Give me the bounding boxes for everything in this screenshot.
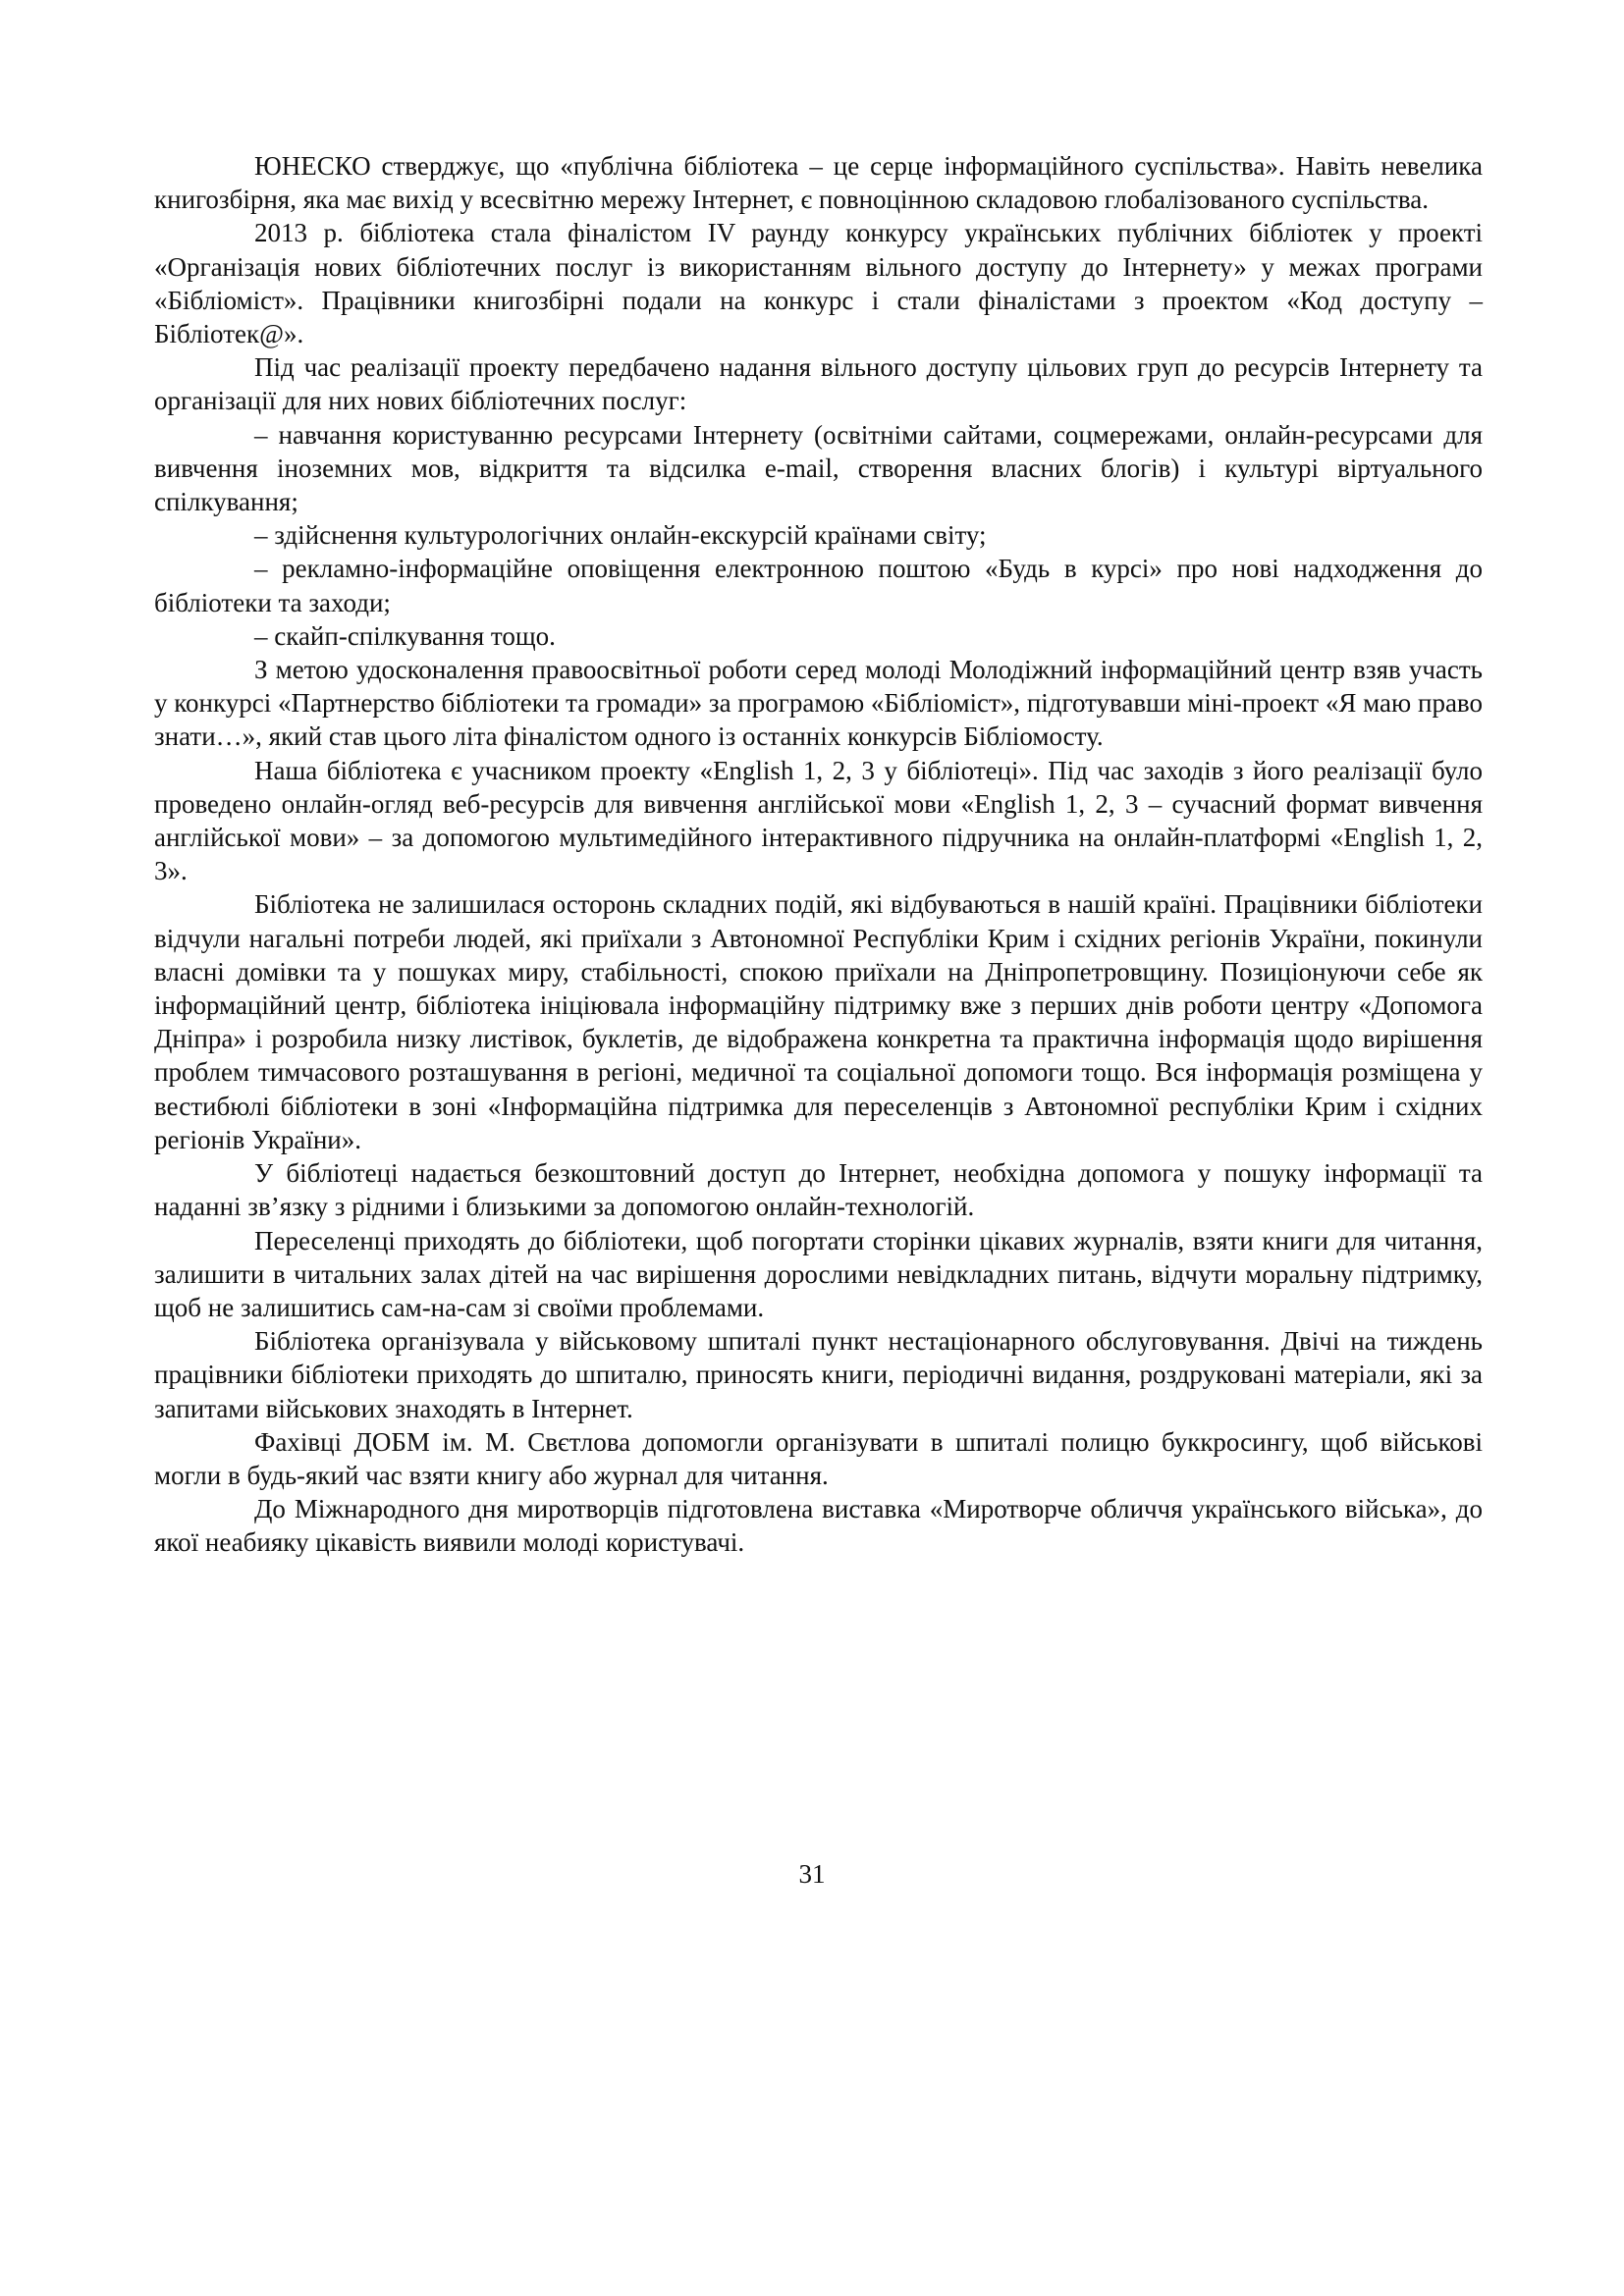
paragraph-peacekeepers-exhibition: До Міжнародного дня миротворців підготовлена виставка «Миротворче обличчя українського війська», до якої неабияку цікавість виявили молоді користувачі. — [154, 1494, 1483, 1558]
page-number: 31 — [798, 1859, 826, 1889]
page-body — [154, 149, 1483, 1560]
list-item-internet-training: – навчання користуванню ресурсами Інтернету (освітніми сайтами, соцмережами, онлайн-ресурсами для вивчення іноземних мов, відкриття та відсилка e-mail, створення власних блогів) і культурі віртуального спілкування; — [154, 419, 1483, 517]
paragraph-bookcrossing: Фахівці ДОБМ ім. М. Свєтлова допомогли організувати в шпиталі полицю буккросингу, щоб військові могли в будь-який час взяти книгу або журнал для читання. — [154, 1426, 1483, 1490]
paragraph-english-123: Наша бібліотека є учасником проекту «English 1, 2, 3 у бібліотеці». Під час заходів з його реалізації було проведено онлайн-огляд веб-ресурсів для вивчення англійської мови «English 1, 2, 3 – сучасний формат вивчення англійської мови» – за допомогою мультимедійного інтерактивного підручника на онлайн-платформі «English 1, 2, 3». — [154, 755, 1483, 886]
paragraph-free-internet: У бібліотеці надається безкоштовний доступ до Інтернет, необхідна допомога у пошуку інформації та наданні зв’язку з рідними і близькими за допомогою онлайн-технологій. — [154, 1158, 1483, 1222]
paragraph-visitors: Переселенці приходять до бібліотеки, щоб погортати сторінки цікавих журналів, взяти книги для читання, залишити в читальних залах дітей на час вирішення дорослими невідкладних питань, відчути моральну підтримку, щоб не залишитись сам-на-сам зі своїми проблемами. — [154, 1225, 1483, 1322]
paragraph-project-services: Під час реалізації проекту передбачено надання вільного доступу цільових груп до ресурсів Інтернету та організації для них нових бібліотечних послуг: — [154, 352, 1483, 416]
paragraph-youth-center: З метою удосконалення правоосвітньої роботи серед молоді Молодіжний інформаційний центр взяв участь у конкурсі «Партнерство бібліотеки та громади» за програмою «Бібліоміст», підготувавши міні-проект «Я маю право знати…», який став цього літа фіналістом одного із останніх конкурсів Бібліомосту. — [154, 655, 1483, 752]
list-item-email-notification: – рекламно-інформаційне оповіщення електронною поштою «Будь в курсі» про нові надходження до бібліотеки та заходи; — [154, 554, 1483, 617]
list-item-online-excursions: – здійснення культурологічних онлайн-екскурсій країнами світу; — [254, 520, 987, 551]
list-item-skype: – скайп-спілкування тощо. — [254, 620, 556, 651]
paragraph-displaced-support: Бібліотека не залишилася осторонь складних подій, які відбуваються в нашій країні. Працівники бібліотеки відчули нагальні потреби людей, які приїхали з Автономної Республіки Крим і східних регіонів України, покинули власні домівки та у пошуках миру, стабільності, спокою приїхали на Дніпропетровщину. Позиціонуючи себе як інформаційний центр, бібліотека ініціювала інформаційну підтримку вже з перших днів роботи центру «Допомога Дніпра» і розробила низку листівок, буклетів, де відображена конкретна та практична інформація щодо вирішення проблем тимчасового розташування в регіоні, медичної та соціальної допомоги тощо. Вся інформація розміщена у вестибюлі бібліотеки в зоні «Інформаційна підтримка для переселенців з Автономної республіки Крим і східних регіонів України». — [154, 889, 1483, 1154]
paragraph-2013-finalist: 2013 р. бібліотека стала фіналістом IV раунду конкурсу українських публічних бібліотек у проекті «Організація нових бібліотечних послуг із використанням вільного доступу до Інтернету» у межах програми «Бібліоміст». Працівники книгозбірні подали на конкурс і стали фіналістами з проектом «Код доступу – Бібліотек@». — [154, 218, 1483, 349]
paragraph-military-hospital: Бібліотека організувала у військовому шпиталі пункт нестаціонарного обслуговування. Двічі на тиждень працівники бібліотеки приходять до шпиталю, приносять книги, періодичні видання, роздруковані матеріали, які за запитами військових знаходять в Інтернет. — [154, 1326, 1483, 1423]
paragraph-unesco: ЮНЕСКО стверджує, що «публічна бібліотека – це серце інформаційного суспільства». Навіть невелика книгозбірня, яка має вихід у всесвітню мережу Інтернет, є повноцінною складовою глобалізованого суспільства. — [154, 151, 1483, 215]
